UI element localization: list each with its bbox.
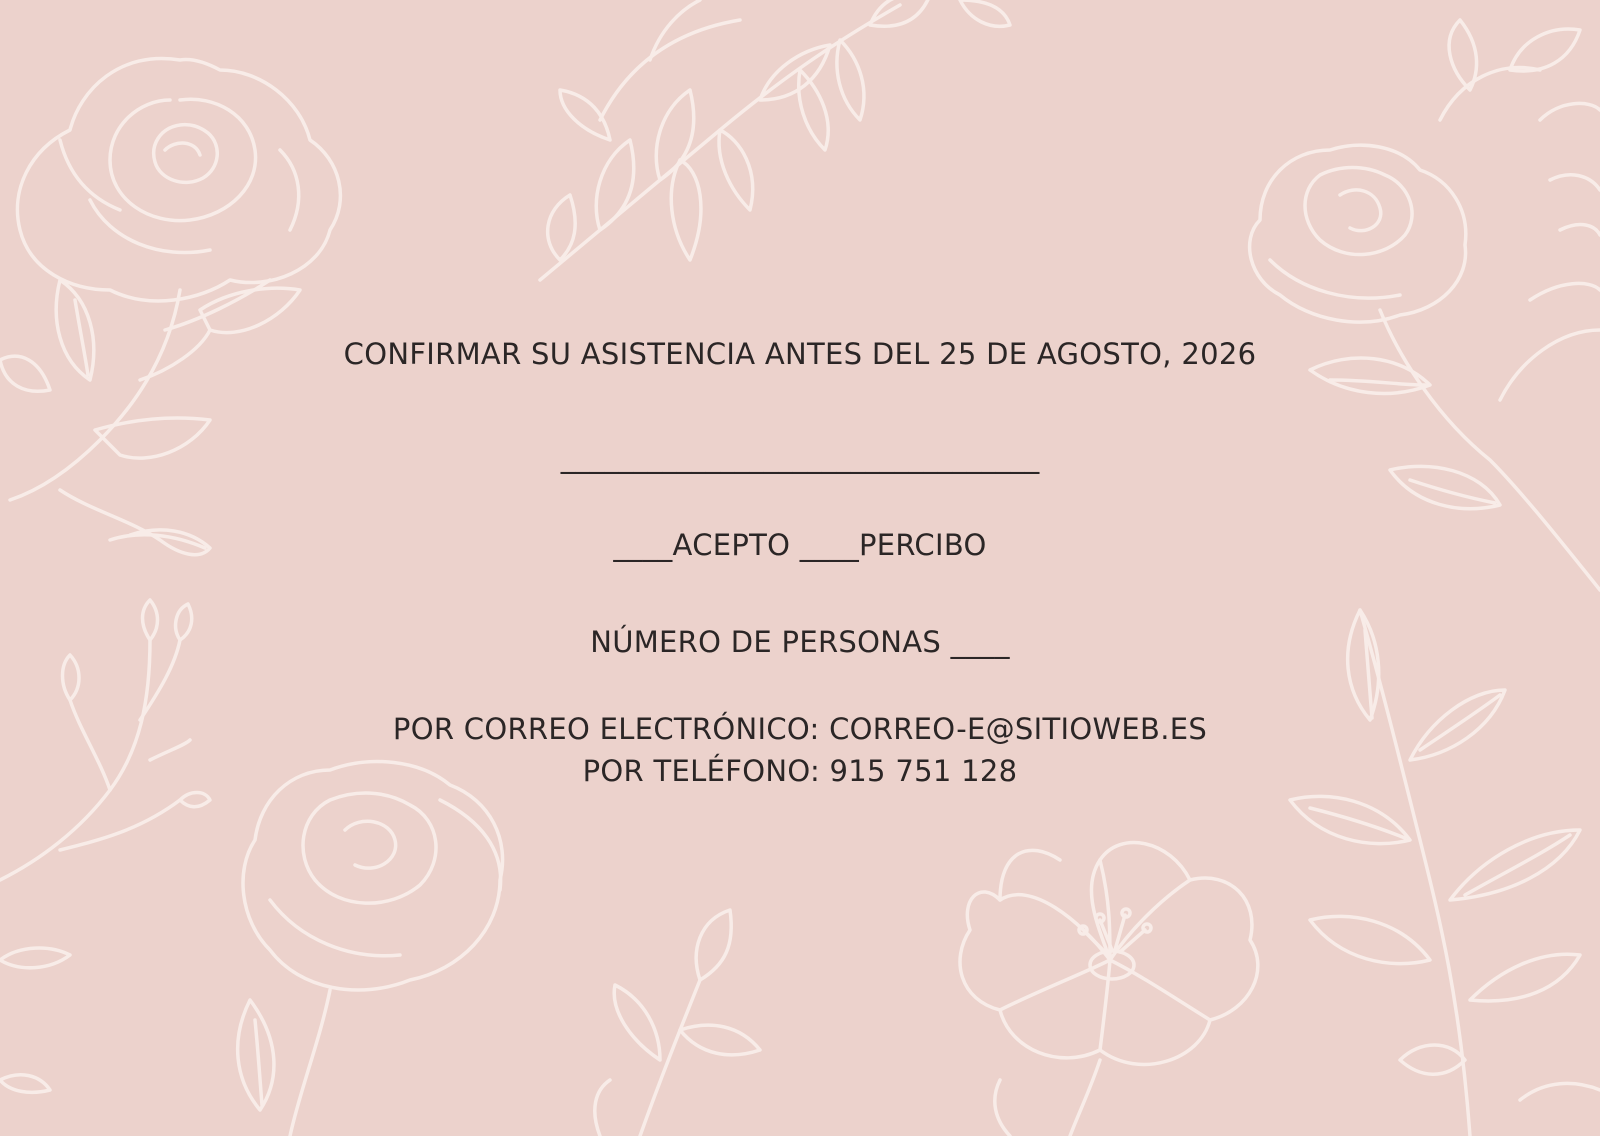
- guest-count-line: NÚMERO DE PERSONAS ____: [590, 625, 1010, 659]
- rose-icon: [1250, 20, 1600, 590]
- leaf-branch-icon: [1290, 610, 1600, 1136]
- bud-branch-icon: [0, 600, 210, 1092]
- rsvp-deadline-heading: CONFIRMAR SU ASISTENCIA ANTES DEL 25 DE AGOSTO, 2026: [343, 337, 1257, 371]
- flower-icon: [960, 843, 1258, 1136]
- guest-name-blank: _________________________________: [560, 440, 1040, 474]
- rsvp-options-line: ____ACEPTO ____PERCIBO: [613, 528, 987, 562]
- leaf-branch-icon: [595, 910, 760, 1136]
- rose-icon: [0, 58, 340, 554]
- leaf-branch-icon: [540, 0, 1010, 280]
- rose-icon: [238, 762, 503, 1136]
- contact-phone-line: POR TELÉFONO: 915 751 128: [582, 754, 1018, 788]
- contact-email-line: POR CORREO ELECTRÓNICO: CORREO-E@SITIOWEB.ES: [392, 712, 1208, 746]
